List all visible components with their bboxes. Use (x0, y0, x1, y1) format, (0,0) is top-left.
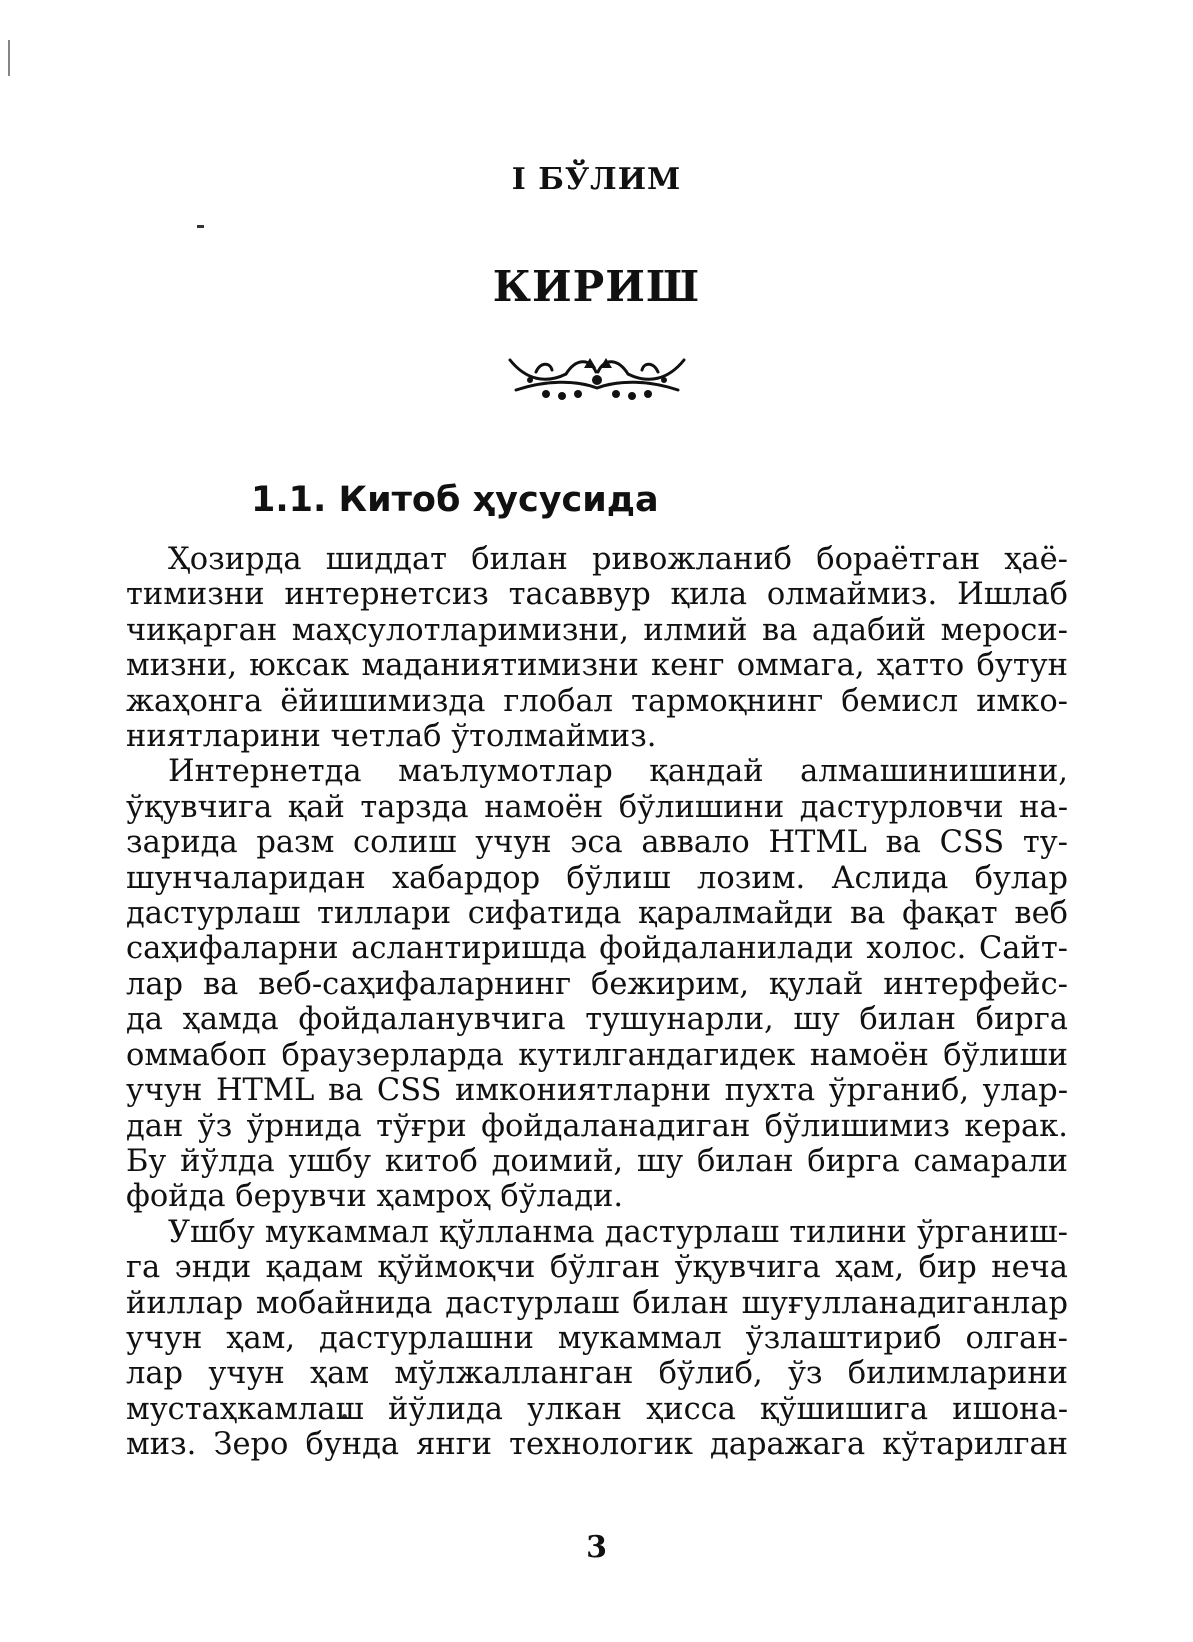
text-line: чиқарган маҳсулотларимизни, илмий ва адабий мероси- (126, 612, 1068, 648)
section-title: 1.1. Китоб ҳусусида (251, 480, 659, 520)
text-line: ўқувчига қай тарзда намоён бўлишини дастурловчи на- (126, 789, 1068, 825)
text-line: мустаҳкамлаш йўлида улкан ҳисса қўшишига ишона- (126, 1391, 1068, 1427)
text-line: га энди қадам қўймоқчи бўлган ўқувчига ҳам, бир неча (126, 1250, 1068, 1286)
text-line: мизни, юксак маданиятимизни кенг оммага, ҳатто бутун (126, 648, 1068, 684)
text-line: йиллар мобайнида дастурлаш билан шуғулланадиганлар (126, 1285, 1068, 1321)
scan-mark (8, 40, 10, 76)
text-line: ниятларини четлаб ўтолмаймиз. (126, 719, 657, 755)
text-line: Бу йўлда ушбу китоб доимий, шу билан бирга самарали (126, 1143, 1068, 1179)
text-line: шунчаларидан хабардор бўлиш лозим. Аслида булар (126, 860, 1068, 896)
scan-mark (197, 225, 204, 228)
text-line: дан ўз ўрнида тўғри фойдаланадиган бўлишимиз керак. (126, 1108, 1068, 1144)
paragraph (126, 754, 1068, 1214)
text-line: жаҳонга ёйишимизда глобал тармоқнинг бемисл имко- (126, 683, 1068, 719)
text-line: лар ва веб-саҳифаларнинг бежирим, қулай интерфейс- (126, 966, 1068, 1002)
text-line: оммабоп браузерларда кутилгандагидек намоён бўлиши (126, 1037, 1068, 1073)
text-line: учун ҳам, дастурлашни мукаммал ўзлаштириб олган- (126, 1320, 1068, 1356)
text-line: фойда берувчи ҳамроҳ бўлади. (126, 1179, 624, 1215)
text-line: зарида разм солиш учун эса аввало HTML ва CSS ту- (126, 825, 1068, 861)
text-line: саҳифаларни аслантиришда фойдаланилади холос. Сайт- (126, 931, 1068, 967)
text-line: Ушбу мукаммал қўлланма дастурлаш тилини ўрганиш- (168, 1214, 1068, 1250)
text-line: тимизни интернетсиз тасаввур қила олмаймиз. Ишлаб (126, 577, 1068, 613)
paragraph (126, 1215, 1068, 1463)
text-line: миз. Зеро бунда янги технологик даражага кўтарилган (126, 1427, 1068, 1463)
part-label: I БЎЛИМ (511, 162, 682, 197)
body-text (126, 542, 1068, 1463)
chapter-title: КИРИШ (492, 262, 701, 311)
text-line: учун HTML ва CSS имкониятларни пухта ўрганиб, улар- (126, 1073, 1068, 1109)
text-line: Ҳозирда шиддат билан ривожланиб бораётган ҳаё- (168, 542, 1068, 577)
text-line: Интернетда маълумотлар қандай алмашинишини, (168, 754, 1068, 790)
floral-ornament-icon (506, 350, 688, 402)
text-line: дастурлаш тиллари сифатида қаралмайди ва фақат веб (126, 896, 1068, 932)
text-line: лар учун ҳам мўлжалланган бўлиб, ўз билимларини (126, 1356, 1068, 1392)
paragraph (126, 542, 1068, 754)
text-line: да ҳамда фойдаланувчига тушунарли, шу билан бирга (126, 1002, 1068, 1038)
page-number: 3 (586, 1530, 607, 1565)
